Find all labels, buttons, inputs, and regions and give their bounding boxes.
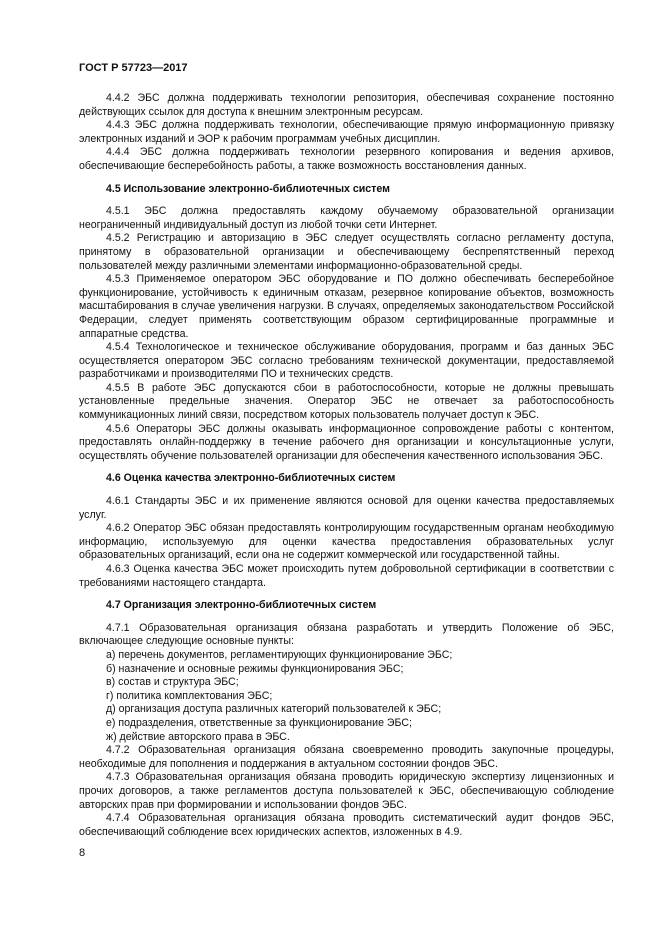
paragraph-4-5-5: 4.5.5 В работе ЭБС допускаются сбои в работоспособности, которые не должны превышать установленные предельные значения. Оператор ЭБС не отвечает за работоспособность коммуникационных линий связи, посредством которых пользователь получает доступ к ЭБС. [79,381,614,422]
paragraph-4-5-2: 4.5.2 Регистрацию и авторизацию в ЭБС следует осуществлять согласно регламенту доступа, принятому в образовательной организации и обеспечивающему беспрепятственный переход пользователей между различными элементами информационно-образовательной среды. [79,232,614,272]
paragraph-4-7-4: 4.7.4 Образовательная организация обязана проводить систематический аудит фондов ЭБС, обеспечивающий соблюдение всех юридических аспектов, изложенных в 4.9. [79,812,614,838]
paragraph-4-7-3: 4.7.3 Образовательная организация обязана проводить юридическую экспертизу лицензионных и прочих договоров, а также регламентов доступа пользователей к ЭБС, обеспечивающую соблюдение авторских прав при формировании и использовании фондов ЭБС. [79,771,614,811]
section-heading-4-7: 4.7 Организация электронно-библиотечных систем [106,599,377,612]
paragraph-4-5-3: 4.5.3 Применяемое оператором ЭБС оборудование и ПО должно обеспечивать бесперебойное функционирование, устойчивость к единичным отказам, резервное копирование объектов, возможность масштабирования в случае увеличения нагрузки. В случаях, определяемых законодательством Российской Федерации, следует применять соответствующим образом сертифицированные программные и аппаратные средства. [79,273,614,340]
paragraph-4-5-1: 4.5.1 ЭБС должна предоставлять каждому обучаемому образовательной организации неограниченный индивидуальный доступ из любой точки сети Интернет. [79,205,614,231]
list-item-zh: ж) действие авторского права в ЭБС. [106,730,290,743]
list-item-a: а) перечень документов, регламентирующих функционирование ЭБС; [106,648,453,661]
list-item-d: д) организация доступа различных категорий пользователей к ЭБС; [106,703,442,716]
list-item-v: в) состав и структура ЭБС; [106,676,239,689]
list-item-b: б) назначение и основные режимы функционирования ЭБС; [106,662,404,675]
paragraph-4-7-1: 4.7.1 Образовательная организация обязана разработать и утвердить Положение об ЭБС, включающее следующие основные пункты: [79,621,614,648]
paragraph-4-4-3: 4.4.3 ЭБС должна поддерживать технологии, обеспечивающие прямую информационную привязку электронных изданий и ЭОР к рабочим программам учебных дисциплин. [79,119,614,145]
paragraph-4-5-6: 4.5.6 Операторы ЭБС должны оказывать информационное сопровождение работы с контентом, предоставлять онлайн-поддержку в течение рабочего дня организации и консультационные услуги, осуществлять обучение пользователей организации для обеспечения качественного использования ЭБС. [79,422,614,462]
list-item-e: е) подразделения, ответственные за функционирование ЭБС; [106,716,412,729]
document-code: ГОСТ Р 57723—2017 [79,62,188,74]
section-heading-4-6: 4.6 Оценка качества электронно-библиотечных систем [106,472,396,485]
document-body [79,92,614,839]
paragraph-4-6-3: 4.6.3 Оценка качества ЭБС может происходить путем добровольной сертификации в соответствии с требованиями настоящего стандарта. [79,563,614,589]
page-number: 8 [79,847,86,859]
paragraph-4-4-4: 4.4.4 ЭБС должна поддерживать технологии резервного копирования и ведения архивов, обеспечивающие бесперебойность работы, а также возможность восстановления данных. [79,146,614,172]
paragraph-4-7-2: 4.7.2 Образовательная организация обязана своевременно проводить закупочные процедуры, необходимые для пополнения и поддержания в актуальном состоянии фондов ЭБС. [79,744,614,770]
paragraph-4-5-4: 4.5.4 Технологическое и техническое обслуживание оборудования, программ и баз данных ЭБС осуществляется оператором ЭБС согласно требованиям технической документации, предоставляемой разработчиками и производителями ПО и технических средств. [79,341,614,381]
section-heading-4-5: 4.5 Использование электронно-библиотечных систем [106,182,390,195]
paragraph-4-4-2: 4.4.2 ЭБС должна поддерживать технологии репозитория, обеспечивая сохранение постоянно действующих ссылок для доступа к внешним электронным ресурсам. [79,92,614,118]
paragraph-4-6-1: 4.6.1 Стандарты ЭБС и их применение являются основой для оценки качества предоставляемых услуг. [79,495,614,521]
paragraph-4-6-2: 4.6.2 Оператор ЭБС обязан предоставлять контролирующим государственным органам необходимую информацию, используемую для оценки качества предоставления образовательных услуг образовательных организаций, если она не содержит коммерческой или государственной тайны. [79,522,614,562]
list-item-g: г) политика комплектования ЭБС; [106,689,273,702]
